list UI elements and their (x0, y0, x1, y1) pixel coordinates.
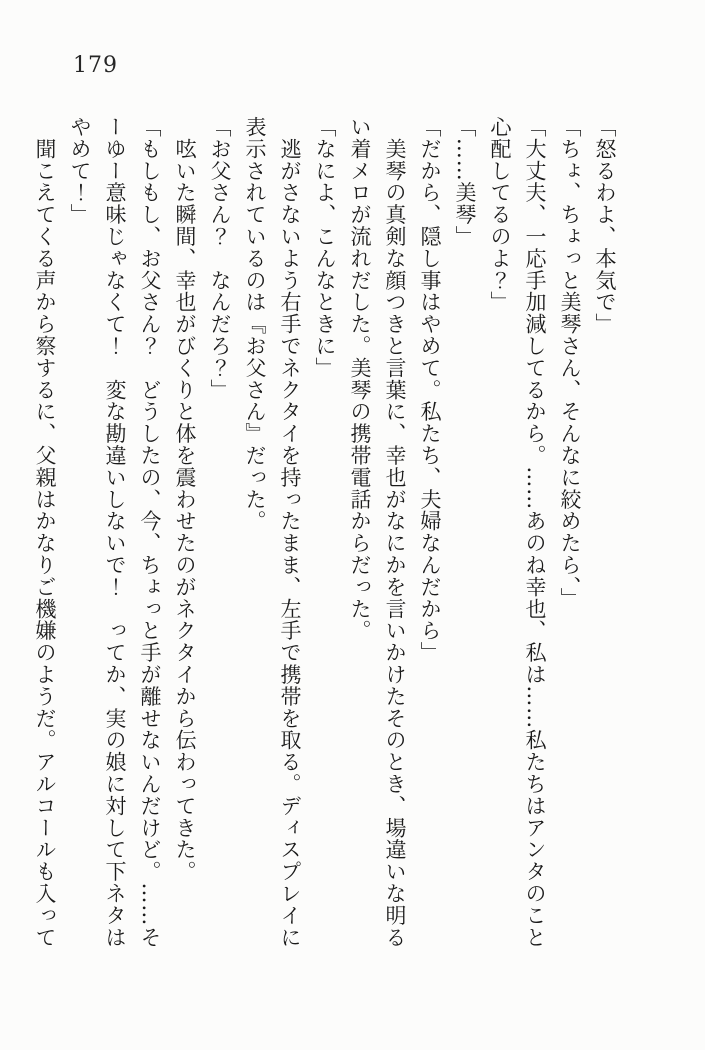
text-line: 逃がさないよう右手でネクタイを持ったまま、左手で携帯を取る。ディスプレイに (278, 116, 302, 949)
text-line: い着メロが流れだした。美琴の携帯電話からだった。 (348, 116, 372, 642)
text-line: 「ちょ、ちょっと美琴さん、そんなに絞めたら、」 (558, 116, 582, 610)
text-line: 表示されているのは『お父さん』だった。 (243, 116, 267, 533)
text-line: 「怒るわよ、本気で」 (593, 116, 617, 335)
text-line: 心配してるのよ？」 (488, 116, 512, 314)
body-text (27, 116, 622, 949)
text-line: 「大丈夫、一応手加減してるから。……あのね幸也、私は……私たちはアンタのこと (523, 116, 547, 949)
text-line: 「お父さん？ なんだろ？」 (208, 116, 232, 401)
text-line: やめて！」 (68, 116, 92, 226)
text-line: 呟いた瞬間、幸也がびくりと体を震わせたのがネクタイから伝わってきた。 (173, 116, 197, 883)
text-line: 聞こえてくる声から察するに、父親はかなりご機嫌のようだ。アルコールも入って (33, 116, 57, 949)
text-line: 「だから、隠し事はやめて。私たち、夫婦なんだから」 (418, 116, 442, 664)
text-line: 「もしもし、お父さん？ どうしたの、今、ちょっと手が離せないんだけど。……そ (138, 116, 162, 949)
text-line: 「なによ、こんなときに」 (313, 116, 337, 379)
text-line: ーゆー意味じゃなくて！ 変な勘違いしないで！ ってか、実の娘に対して下ネタは (103, 116, 127, 949)
text-line: 「……美琴」 (453, 116, 477, 248)
page-number: 179 (73, 53, 118, 78)
text-line: 美琴の真剣な顔つきと言葉に、幸也がなにかを言いかけたそのとき、場違いな明る (383, 116, 407, 949)
